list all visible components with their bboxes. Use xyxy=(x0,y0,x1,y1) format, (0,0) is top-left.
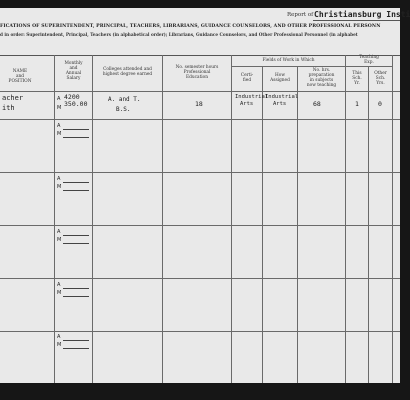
col-header-this-school-text: Sch. xyxy=(352,76,362,81)
col-header-other-schools xyxy=(369,71,392,86)
hours-cell: 18 xyxy=(195,100,203,108)
prep-hours-cell: 68 xyxy=(313,100,321,108)
personnel-table xyxy=(0,55,400,383)
col-header-and-text: and xyxy=(15,74,25,79)
col-header-name-text: NAME xyxy=(12,69,28,74)
salary-entry-line xyxy=(63,296,89,297)
report-header xyxy=(0,10,410,23)
certified-cell: Industrial xyxy=(235,94,269,100)
row-separator xyxy=(0,278,400,279)
annual-marker: A xyxy=(57,176,61,182)
col-header-exp-group xyxy=(346,55,392,65)
report-sheet xyxy=(0,8,410,383)
table-top-border xyxy=(0,55,400,56)
school-name: Christiansburg Insti xyxy=(314,10,410,19)
monthly-marker: M xyxy=(57,105,62,111)
col-header-assigned xyxy=(263,73,297,83)
col-header-salary-text: Annual xyxy=(65,71,82,76)
col-header-assigned-text: How xyxy=(274,73,285,78)
col-header-prep-text: No. hrs. xyxy=(312,68,331,73)
annual-marker: A xyxy=(57,334,61,340)
col-header-colleges-text: highest degree earned xyxy=(102,72,153,77)
col-header-certified-text: Certi- xyxy=(240,73,254,78)
col-header-assigned-text: Assigned xyxy=(270,78,290,83)
col-divider xyxy=(345,55,346,383)
other-schools-years-cell: 0 xyxy=(378,100,382,108)
col-header-certified-text: fied xyxy=(242,78,252,83)
col-header-hours-text: Education xyxy=(185,75,209,80)
col-divider xyxy=(92,55,93,383)
row-separator xyxy=(0,119,400,120)
col-header-position-text: POSITION xyxy=(8,79,32,84)
salary-entry-line xyxy=(63,129,89,130)
col-header-this-school-text: This xyxy=(352,71,362,76)
col-header-hours xyxy=(163,65,231,80)
salary-entry-line xyxy=(63,288,89,289)
col-header-colleges-text: Colleges attended and xyxy=(103,67,152,72)
certified-cell: Arts xyxy=(240,101,254,107)
salary-entry-line xyxy=(63,190,89,191)
salary-monthly-cell: 350.00 xyxy=(64,100,88,108)
row-separator xyxy=(0,91,400,92)
college-cell: A. and T. xyxy=(108,96,141,103)
salary-entry-line xyxy=(63,182,89,183)
exp-group-line xyxy=(346,66,392,67)
salary-entry-line xyxy=(63,243,89,244)
annual-marker: A xyxy=(57,282,61,288)
annual-marker: A xyxy=(57,123,61,129)
col-header-fields-group: Fields of Work in Which xyxy=(262,58,315,63)
form-subtitle: d in order: Superintendent, Principal, Teachers (in alphabetical order); Librarians, Guidance Counselors, and Other Professional Personnel (in alphabet xyxy=(0,32,358,37)
col-header-name xyxy=(0,69,40,84)
col-header-salary-text: Salary xyxy=(66,76,81,81)
this-school-years-cell: 1 xyxy=(355,100,359,108)
salary-annual-cell: 4200 xyxy=(64,93,80,101)
col-header-this-school-text: Yr. xyxy=(354,81,360,86)
assigned-cell: Arts xyxy=(273,101,287,107)
monthly-marker: M xyxy=(57,131,62,137)
col-header-hours-text: No. semester hours xyxy=(175,65,219,70)
col-header-prep-text: now teaching xyxy=(306,83,337,88)
name-cell: ith xyxy=(2,104,15,112)
col-header-other-schools-text: Sch. xyxy=(375,76,386,81)
monthly-marker: M xyxy=(57,290,62,296)
col-header-other-schools-text: Other xyxy=(374,71,387,76)
row-separator xyxy=(0,225,400,226)
fields-group-line xyxy=(232,66,345,67)
monthly-marker: M xyxy=(57,184,62,190)
salary-entry-line xyxy=(63,340,89,341)
col-divider xyxy=(231,55,232,383)
col-header-prep xyxy=(298,68,345,88)
monthly-marker: M xyxy=(57,342,62,348)
col-header-hours-text: Professional xyxy=(183,70,211,75)
col-divider xyxy=(162,55,163,383)
position-cell: acher xyxy=(2,94,24,102)
col-header-exp-text: Teaching xyxy=(359,55,379,60)
col-header-other-schools-text: Yrs. xyxy=(376,81,385,86)
report-of-label: Report of xyxy=(287,12,314,18)
col-divider xyxy=(54,55,55,383)
col-header-colleges xyxy=(93,67,162,77)
monthly-marker: M xyxy=(57,237,62,243)
col-header-this-school xyxy=(346,71,368,86)
col-divider xyxy=(392,55,393,383)
annual-marker: A xyxy=(57,96,61,102)
row-separator xyxy=(0,331,400,332)
salary-entry-line xyxy=(63,137,89,138)
col-header-salary-text: and xyxy=(69,66,78,71)
row-separator xyxy=(0,172,400,173)
degree-cell: B.S. xyxy=(116,106,131,113)
col-header-prep-text: preparation xyxy=(308,73,335,78)
col-header-salary-text: Monthly xyxy=(64,61,83,66)
salary-entry-line xyxy=(63,348,89,349)
col-header-prep-text: in subjects xyxy=(309,78,334,83)
assigned-cell: Industrial xyxy=(265,94,299,100)
annual-marker: A xyxy=(57,229,61,235)
form-title: FICATIONS OF SUPERINTENDENT, PRINCIPAL, TEACHERS, LIBRARIANS, GUIDANCE COUNSELORS, AND OTHER PROFESSIONAL PERSONN xyxy=(0,24,381,29)
salary-entry-line xyxy=(63,235,89,236)
col-header-certified xyxy=(232,73,262,83)
col-header-salary xyxy=(55,61,92,81)
school-name-underline xyxy=(313,20,400,21)
col-header-exp-text: Exp. xyxy=(364,60,374,65)
